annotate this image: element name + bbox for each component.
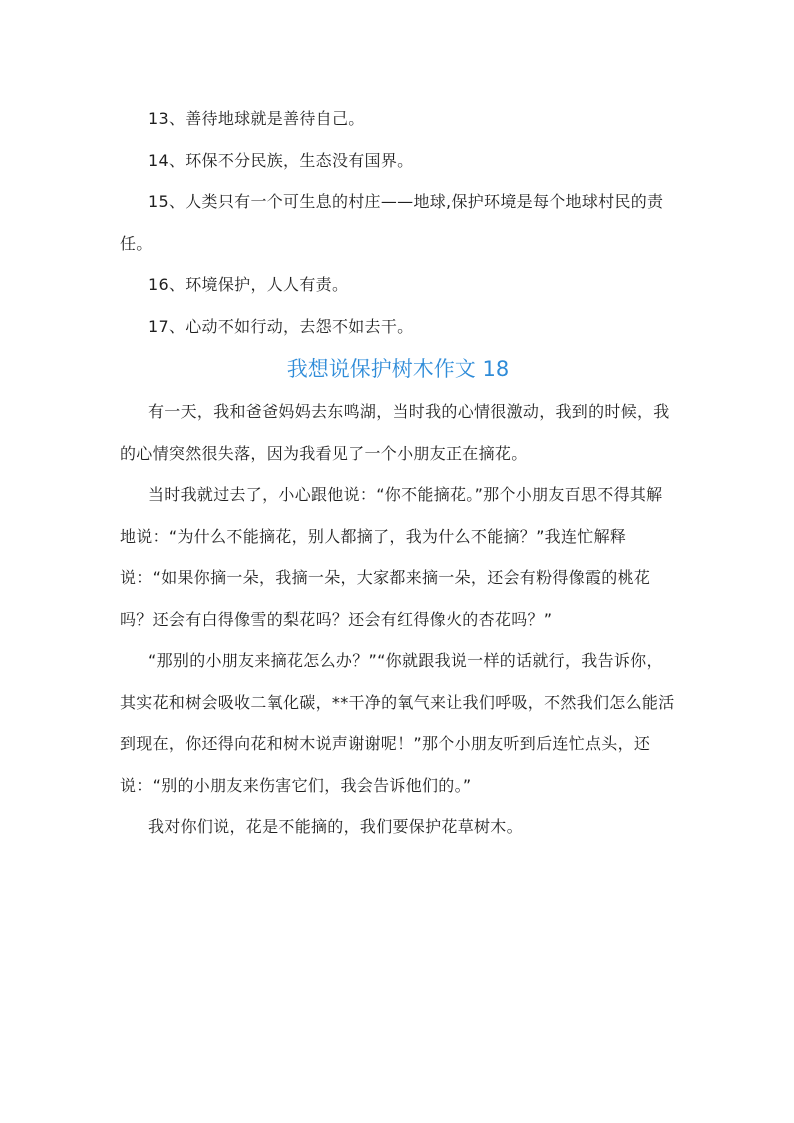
list-item-15: 15、人类只有一个可生息的村庄——地球,保护环境是每个地球村民的责任。	[120, 192, 664, 253]
list-item-13: 13、善待地球就是善待自己。	[148, 109, 365, 128]
essay-paragraph-2: 当时我就过去了，小心跟他说：“你不能摘花。”那个小朋友百思不得其解地说：“为什么不能摘花，别人都摘了，我为什么不能摘？”我连忙解释说：“如果你摘一朵，我摘一朵，大家都来摘一朵，还会有粉得像霞的桃花吗？还会有白得像雪的梨花吗？还会有红得像火的杏花吗？”	[120, 485, 663, 629]
essay-paragraph-3: “那别的小朋友来摘花怎么办？”“你就跟我说一样的话就行，我告诉你，其实花和树会吸收二氧化碳，**干净的氧气来让我们呼吸，不然我们怎么能活到现在，你还得向花和树木说声谢谢呢！”那个小朋友听到后连忙点头，还说：“别的小朋友来伤害它们，我会告诉他们的。”	[120, 651, 675, 795]
essay-paragraph-1: 有一天，我和爸爸妈妈去东鸣湖，当时我的心情很激动，我到的时候，我的心情突然很失落，因为我看见了一个小朋友正在摘花。	[120, 402, 670, 463]
essay-heading: 我想说保护树木作文 18	[286, 357, 510, 381]
list-item-16: 16、环境保护，人人有责。	[148, 275, 349, 294]
essay-paragraph-4: 我对你们说，花是不能摘的，我们要保护花草树木。	[148, 817, 523, 836]
document-body	[120, 98, 676, 848]
list-item-14: 14、环保不分民族，生态没有国界。	[148, 150, 414, 170]
list-item-17: 17、心动不如行动，去怨不如去干。	[148, 316, 414, 336]
